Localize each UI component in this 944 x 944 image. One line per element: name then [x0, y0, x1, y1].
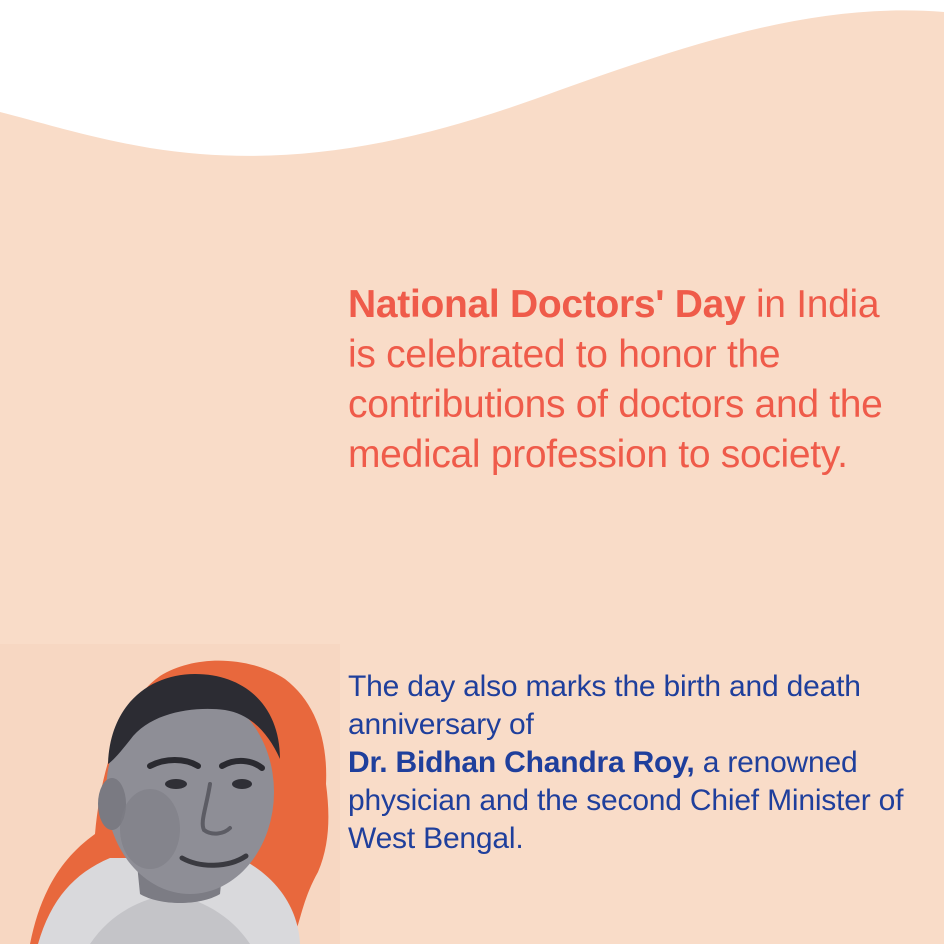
- bio-text: [348, 668, 908, 858]
- portrait-image: [0, 644, 340, 944]
- bio-name: Dr. Bidhan Chandra Roy,: [348, 746, 695, 779]
- bio-intro: The day also marks the birth and death anniversary of: [348, 670, 861, 741]
- headline-bold: National Doctors' Day: [348, 283, 746, 326]
- headline-rest: in India is celebrated to honor the contributions of doctors and the medical profession to society.: [348, 283, 883, 476]
- headline-text: [348, 280, 908, 480]
- top-wave-decoration: [0, 0, 944, 170]
- bio-rest: a renowned physician and the second Chief Minister of West Bengal.: [348, 746, 904, 855]
